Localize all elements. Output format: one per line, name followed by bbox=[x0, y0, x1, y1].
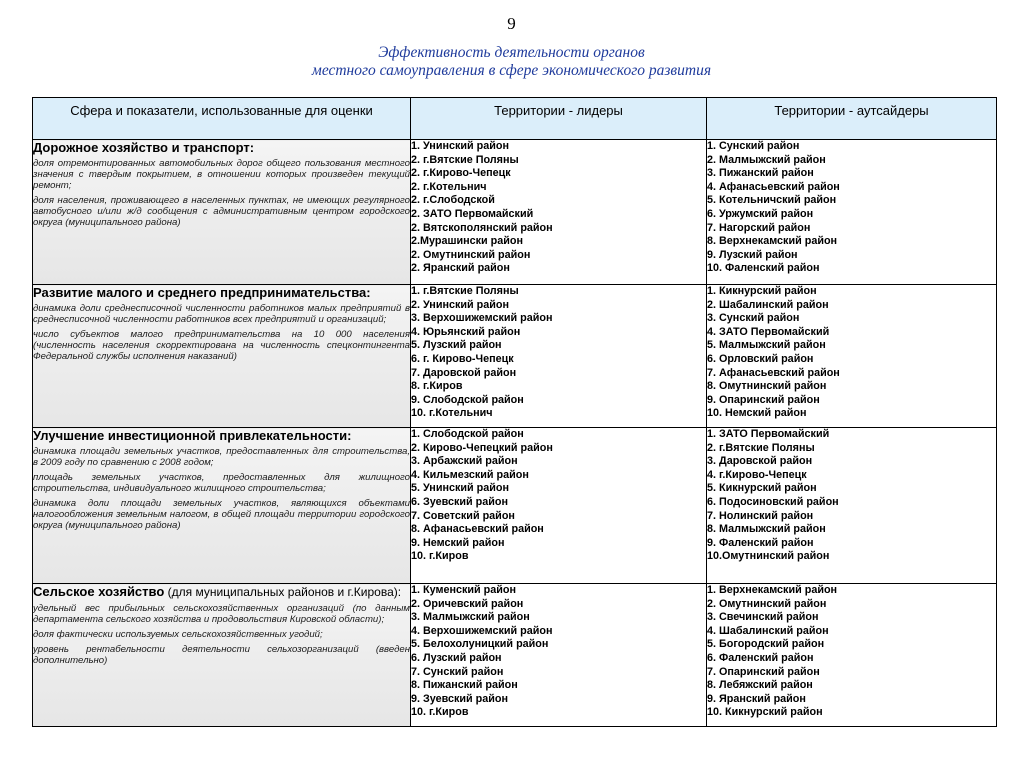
outsider-item: 4. г.Кирово-Чепецк bbox=[707, 468, 807, 481]
category-cell bbox=[33, 584, 411, 727]
leader-item: 5. Унинский район bbox=[411, 482, 510, 495]
category-title bbox=[33, 140, 410, 155]
leaders-cell bbox=[411, 285, 707, 428]
indicator-text: число субъектов малого предпринимательства на 10 000 населения (численность населения скорректирована на численность спецконтингента Федеральной службы исполнения наказаний) bbox=[33, 329, 410, 362]
category-title bbox=[33, 584, 410, 600]
category-name: Развитие малого и среднего предпринимательства: bbox=[33, 285, 371, 300]
indicator-text: доля отремонтированных автомобильных дорог общего пользования местного значения с твердым покрытием, в отношении которых произведен текущий ремонт; bbox=[33, 158, 410, 191]
outsider-item: 6. Уржумский район bbox=[707, 207, 814, 220]
leader-item: 7. Советский район bbox=[411, 509, 515, 522]
outsider-item: 6. Подосиновский район bbox=[707, 495, 839, 508]
leader-item: 2. ЗАТО Первомайский bbox=[411, 207, 534, 220]
leader-item: 1. г.Вятские Поляны bbox=[411, 285, 519, 297]
leader-item: 3. Верхошижемский район bbox=[411, 312, 553, 325]
outsiders-cell bbox=[707, 428, 997, 584]
leader-item: 9. Зуевский район bbox=[411, 692, 509, 705]
outsider-item: 7. Нолинский район bbox=[707, 509, 814, 522]
table-header-row bbox=[33, 98, 997, 140]
leader-item: 2.Мурашински район bbox=[411, 235, 524, 248]
outsider-item: 3. Свечинский район bbox=[707, 611, 819, 624]
indicator-text: динамика доли среднесписочной численности работников малых предприятий в среднесписочной численности работников всех предприятий и организаций; bbox=[33, 303, 410, 325]
outsider-item: 2. Шабалинский район bbox=[707, 298, 829, 311]
leader-item: 2. Унинский район bbox=[411, 298, 510, 311]
leader-item: 2. Яранский район bbox=[411, 262, 510, 275]
title-line-2: местного самоуправления в сфере экономического развития bbox=[311, 62, 712, 79]
leader-item: 2. Кирово-Чепецкий район bbox=[411, 441, 553, 454]
outsider-item: 4. Шабалинский район bbox=[707, 624, 829, 637]
leader-item: 2. г.Слободской bbox=[411, 194, 495, 207]
outsider-item: 3. Даровской район bbox=[707, 455, 813, 468]
outsiders-cell bbox=[707, 140, 997, 285]
outsider-item: 3. Пижанский район bbox=[707, 167, 814, 180]
outsider-item: 10. Кикнурский район bbox=[707, 706, 823, 719]
category-name: Улучшение инвестиционной привлекательности: bbox=[33, 428, 352, 443]
leader-item: 7. Даровской район bbox=[411, 366, 517, 379]
leader-item: 1. Куменский район bbox=[411, 584, 517, 596]
outsider-item: 5. Котельничский район bbox=[707, 194, 837, 207]
leader-item: 1. Унинский район bbox=[411, 140, 510, 152]
category-cell bbox=[33, 285, 411, 428]
table-row bbox=[33, 140, 997, 285]
leader-item: 9. Слободской район bbox=[411, 393, 524, 406]
leader-item: 2. Вятскополянский район bbox=[411, 221, 553, 234]
leader-item: 10. г.Котельнич bbox=[411, 407, 493, 420]
leader-item: 3. Арбажский район bbox=[411, 455, 518, 468]
indicator-text: доля фактически используемых сельскохозяйственных угодий; bbox=[33, 629, 323, 640]
outsider-item: 8. Верхнекамский район bbox=[707, 235, 838, 248]
leader-item: 2. Омутнинский район bbox=[411, 248, 531, 261]
outsider-item: 9. Яранский район bbox=[707, 692, 806, 705]
outsider-item: 2. г.Вятские Поляны bbox=[707, 441, 815, 454]
leader-item: 2. г.Вятские Поляны bbox=[411, 153, 519, 166]
leader-item: 2. Оричевский район bbox=[411, 597, 524, 610]
category-name: Сельское хозяйство bbox=[33, 584, 165, 599]
indicator-text: динамика доли площади земельных участков, являющихся объектами налогообложения земельным налогом, в общей площади территории городского округа (муниципального района) bbox=[33, 498, 410, 531]
leader-item: 2. г.Котельнич bbox=[411, 180, 487, 193]
leader-item: 6. Лузский район bbox=[411, 651, 502, 664]
category-cell bbox=[33, 428, 411, 584]
outsider-item: 7. Опаринский район bbox=[707, 665, 820, 678]
leader-item: 8. Афанасьевский район bbox=[411, 523, 544, 536]
outsider-item: 7. Нагорский район bbox=[707, 221, 811, 234]
outsider-item: 10. Фаленский район bbox=[707, 262, 820, 275]
leader-item: 3. Малмыжский район bbox=[411, 611, 530, 624]
outsider-item: 9. Опаринский район bbox=[707, 393, 820, 406]
leader-item: 8. Пижанский район bbox=[411, 679, 518, 692]
indicator-text: площадь земельных участков, предоставленных для жилищного строительства, индивидуального жилищного строительства; bbox=[33, 472, 410, 494]
category-title bbox=[33, 285, 410, 300]
indicator-text: доля населения, проживающего в населенных пунктах, не имеющих регулярного автобусного и/или ж/д сообщения с административным центром городского округа (муниципального района) bbox=[33, 195, 410, 228]
outsider-item: 10. Немский район bbox=[707, 407, 807, 420]
outsider-item: 9. Лузский район bbox=[707, 248, 798, 261]
outsider-item: 3. Сунский район bbox=[707, 312, 800, 325]
leaders-cell bbox=[411, 428, 707, 584]
outsider-item: 4. ЗАТО Первомайский bbox=[707, 325, 830, 338]
outsider-item: 2. Малмыжский район bbox=[707, 153, 826, 166]
leaders-cell bbox=[411, 140, 707, 285]
outsider-item: 4. Афанасьевский район bbox=[707, 180, 840, 193]
outsider-item: 1. ЗАТО Первомайский bbox=[707, 428, 830, 440]
leader-item: 2. г.Кирово-Чепецк bbox=[411, 167, 511, 180]
outsider-item: 9. Фаленский район bbox=[707, 536, 814, 549]
leader-item: 7. Сунский район bbox=[411, 665, 504, 678]
outsider-item: 10.Омутнинский район bbox=[707, 550, 830, 563]
leader-item: 10. г.Киров bbox=[411, 550, 469, 563]
leaders-cell bbox=[411, 584, 707, 727]
category-title bbox=[33, 428, 410, 443]
table-body bbox=[33, 140, 997, 727]
leader-item: 5. Белохолуницкий район bbox=[411, 638, 549, 651]
leader-item: 4. Юрьянский район bbox=[411, 325, 521, 338]
header-outsiders: Территории - аутсайдеры bbox=[707, 98, 997, 140]
category-cell bbox=[33, 140, 411, 285]
leader-item: 4. Верхошижемский район bbox=[411, 624, 553, 637]
outsider-item: 2. Омутнинский район bbox=[707, 597, 827, 610]
outsider-item: 5. Кикнурский район bbox=[707, 482, 817, 495]
leader-item: 4. Кильмезский район bbox=[411, 468, 529, 481]
outsider-item: 8. Лебяжский район bbox=[707, 679, 813, 692]
leader-item: 6. г. Кирово-Чепецк bbox=[411, 352, 514, 365]
outsider-item: 5. Малмыжский район bbox=[707, 339, 826, 352]
table-row bbox=[33, 428, 997, 584]
indicator-text: динамика площади земельных участков, предоставленных для строительства, в 2009 году по сравнению с 2008 годом; bbox=[33, 446, 410, 468]
outsider-item: 1. Сунский район bbox=[707, 140, 800, 152]
title-line-1: Эффективность деятельности органов bbox=[378, 44, 645, 61]
leader-item: 10. г.Киров bbox=[411, 706, 469, 719]
outsider-item: 7. Афанасьевский район bbox=[707, 366, 840, 379]
indicator-text: уровень рентабельности деятельности сельхозорганизаций (введен дополнительно) bbox=[33, 644, 410, 666]
outsider-item: 1. Верхнекамский район bbox=[707, 584, 838, 596]
leader-item: 5. Лузский район bbox=[411, 339, 502, 352]
document-title bbox=[0, 44, 1023, 80]
outsider-item: 8. Омутнинский район bbox=[707, 380, 827, 393]
outsider-item: 5. Богородский район bbox=[707, 638, 825, 651]
outsider-item: 8. Малмыжский район bbox=[707, 523, 826, 536]
category-name: Дорожное хозяйство и транспорт: bbox=[33, 140, 255, 155]
header-sphere: Сфера и показатели, использованные для оценки bbox=[33, 98, 411, 140]
category-note: (для муниципальных районов и г.Кирова): bbox=[164, 585, 402, 599]
outsider-item: 6. Орловский район bbox=[707, 352, 814, 365]
ranking-table bbox=[32, 97, 997, 727]
table-row bbox=[33, 285, 997, 428]
leader-item: 9. Немский район bbox=[411, 536, 505, 549]
leader-item: 6. Зуевский район bbox=[411, 495, 509, 508]
outsiders-cell bbox=[707, 584, 997, 727]
table-row bbox=[33, 584, 997, 727]
leader-item: 1. Слободской район bbox=[411, 428, 524, 440]
indicator-text: удельный вес прибыльных сельскохозяйственных организаций (по данным департамента сельского хозяйства и продовольствия Кировской области); bbox=[33, 603, 410, 625]
page-number: 9 bbox=[507, 14, 516, 33]
header-leaders: Территории - лидеры bbox=[411, 98, 707, 140]
leader-item: 8. г.Киров bbox=[411, 380, 463, 393]
outsider-item: 1. Кикнурский район bbox=[707, 285, 817, 297]
outsiders-cell bbox=[707, 285, 997, 428]
outsider-item: 6. Фаленский район bbox=[707, 651, 814, 664]
